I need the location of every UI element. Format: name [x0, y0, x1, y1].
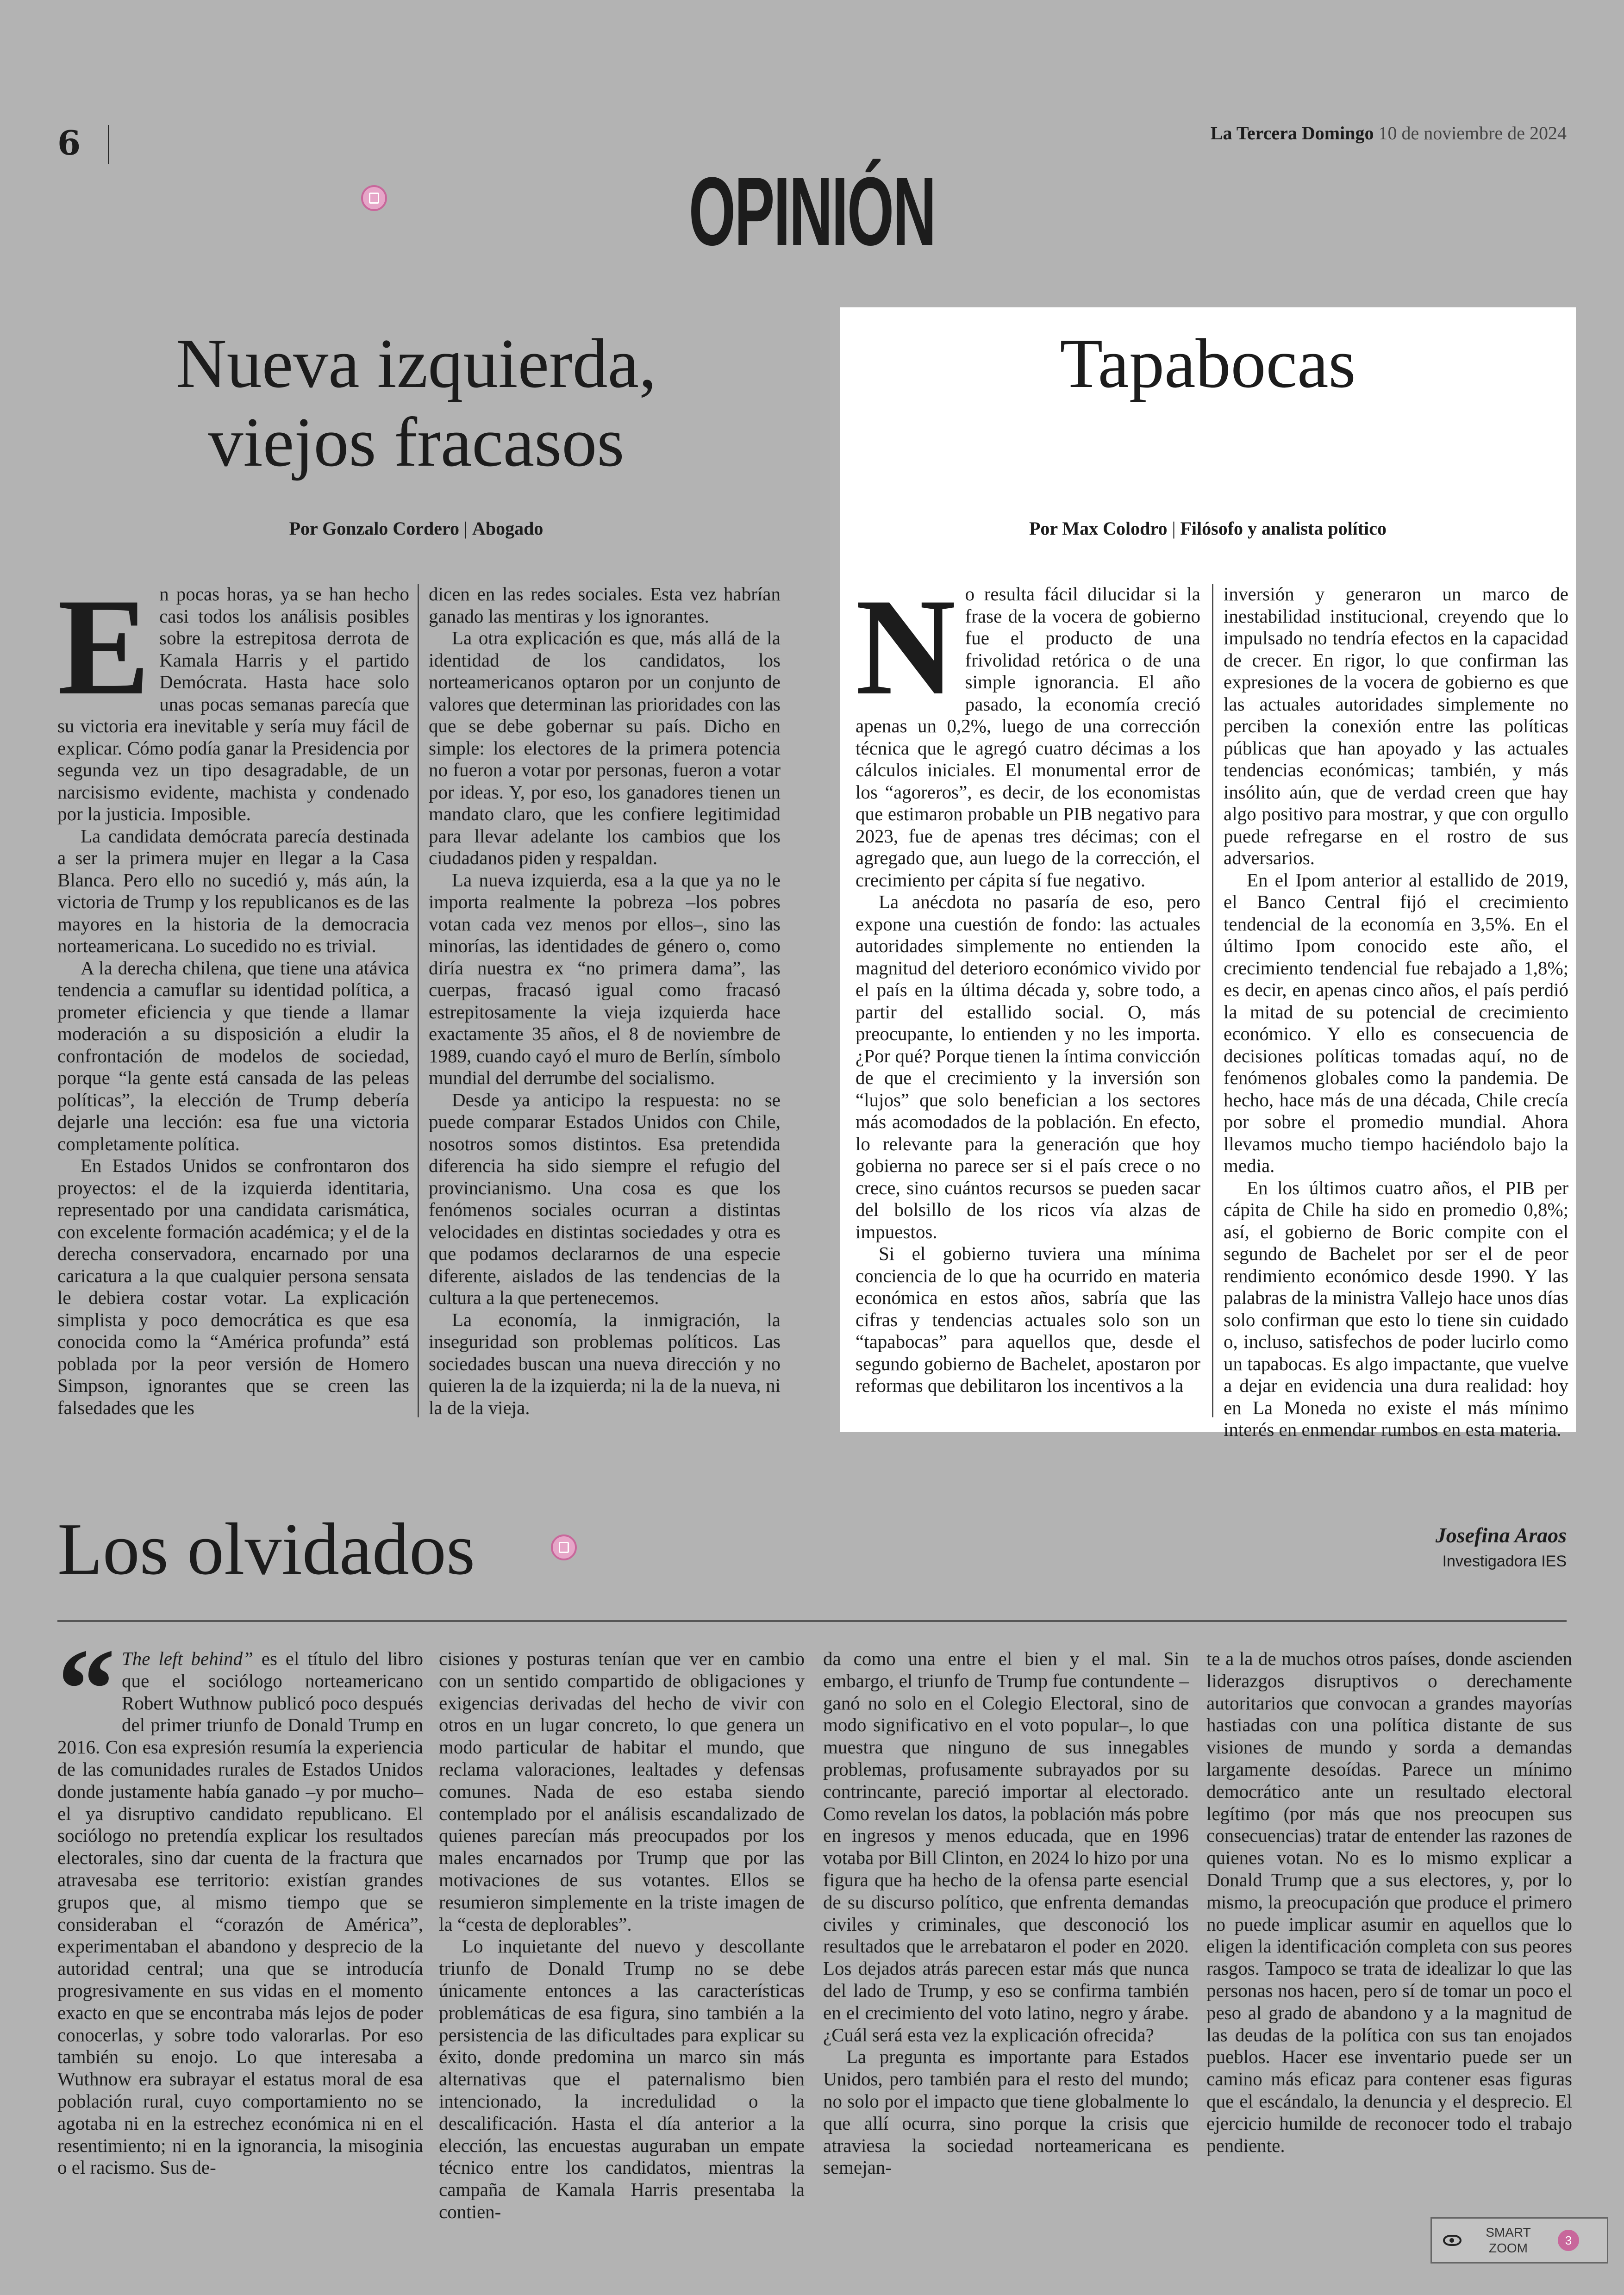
paragraph: n pocas horas, ya se han hecho casi todos los análisis posibles sobre la estrepitosa derrota de Kamala Harris y el partido Demócrata. Hasta hace solo unas pocas semanas parecía que su victoria era inevitable y sería muy fácil de explicar. Cómo podía ganar la Presidencia por segunda vez un tipo desagradable, de un narcisismo evidente, machista y condenado por la justicia. Imposible.	[57, 583, 409, 824]
paragraph: o resulta fácil dilucidar si la frase de la vocera de gobierno fue el producto de una frivolidad retórica o de una simple ignorancia. El año pasado, la economía creció apenas un 0,2%, luego de una corrección técnica que le agregó cuatro décimas a los cálculos iniciales. El monumental error de los “agoreros”, es decir, de los economistas que estimaron probable un PIB negativo para 2023, fue de apenas tres décimas; con el agregado que, aun luego de la corrección, el crecimiento per cápita sí fue negativo.	[856, 583, 1200, 891]
byline-divider: |	[1172, 518, 1181, 539]
paragraph: La nueva izquierda, esa a la que ya no le importa realmente la pobreza –los pobres votan cada vez menos por ellos–, sino las minorías, las identidades de género o, como diría nuestra ex “no primera dama”, las cuerpas, fracasó igual como fracasó estrepitosamente la vieja izquierda hace exactamente 35 años, el 8 de noviembre de 1989, cuando cayó el muro de Berlín, símbolo mundial del derrumbe del socialismo.	[429, 869, 781, 1088]
smart-zoom-label	[1483, 2225, 1534, 2256]
page-number: 6	[57, 123, 81, 162]
byline-author: Por Gonzalo Cordero	[289, 518, 459, 539]
paragraph: da como una entre el bien y el mal. Sin embargo, el triunfo de Trump fue contundente –ganó no solo en el Colegio Electoral, sino de modo significativo en el voto popular–, lo que muestra que ninguno de sus innegables problemas, profusamente subrayados por su contrincante, pareció importar al electorado. Como revelan los datos, la población más pobre en ingresos y menos educada, que en 1996 votaba por Bill Clinton, en 2024 lo hizo por una figura que ha hecho de la ofensa parte esencial de su discurso político, que enfrenta demandas civiles y criminales, que desconoció los resultados que le arrebataron el poder en 2020. Los dejados atrás parecen estar más que nunca del lado de Trump, y eso se confirma también en el crecimiento del voto latino, negro y árabe. ¿Cuál será esta vez la explicación ofrecida?	[823, 1648, 1189, 2046]
paragraph: inversión y generaron un marco de inestabilidad institucional, creyendo que lo impulsado no tendría efectos en la capacidad de crecer. En rigor, lo que confirman las expresiones de la vocera de gobierno es que las actuales autoridades simplemente no perciben la conexión entre las políticas públicas que han apoyado y las actuales tendencias económicas; también, y más insólito aún, que de verdad creen que hay algo positivo para mostrar, y que con orgullo puede refregarse en el rostro de sus adversarios.	[1224, 583, 1568, 868]
right-article-headline: Tapabocas	[1060, 324, 1356, 402]
headline-line: Nueva izquierda,	[175, 324, 657, 402]
byline-author: Por Max Colodro	[1029, 518, 1168, 539]
paragraph-text: es el título del libro que el sociólogo norteamericano Robert Wuthnow publicó poco después del primer triunfo de Donald Trump en 2016. Con esa expresión resumía la experiencia de las comunidades rurales de Estados Unidos donde justamente había ganado –y por mucho– el ya disruptivo candidato republicano. El sociólogo no pretendía explicar los resultados electorales, sino dar cuenta de la fractura que atravesaba ese territorio: existían grandes grupos que, al mismo tiempo que se consideraban el “corazón de América”, experimentaban el abandono y desprecio de la autoridad central; una que se introducía progresivamente en sus vidas en el momento exacto en que se encontraba más lejos de poder conocerlas, y sobre todo valorarlas. Por eso también su enojo. Lo que interesaba a Wuthnow era subrayar el estatus moral de esa población rural, cuyo comportamiento no se agotaba ni en la estrechez económica ni en el resentimiento; ni en la ignorancia, la misoginia o el racismo. Sus de-	[57, 1648, 423, 2178]
headline-line: viejos fracasos	[208, 403, 625, 481]
paragraph: La anécdota no pasaría de eso, pero expone una cuestión de fondo: las actuales autoridades simplemente no entienden la magnitud del deterioro económico vivido por el país en la última década y, sobre todo, a partir del estallido social. O, más preocupante, lo entienden y no les importa. ¿Por qué? Porque tienen la íntima convicción de que el crecimiento y la inversión son “lujos” que solo benefician a los sectores más acomodados de la población. En efecto, lo relevante para la generación que hoy gobierna no parece ser si el país crece o no crece, sino cuántos recursos se pueden sacar del bolsillo de los ricos vía alzas de impuestos.	[856, 891, 1200, 1242]
paragraph: La economía, la inmigración, la inseguridad son problemas políticos. Las sociedades buscan una nueva dirección y no quieren la de la izquierda; ni la de la nueva, ni la de la vieja.	[429, 1309, 781, 1418]
eye-icon	[1443, 2235, 1462, 2246]
drop-cap: E	[57, 570, 150, 723]
bottom-article-column-3	[823, 1648, 1189, 2179]
smart-zoom-label-line: ZOOM	[1489, 2241, 1528, 2255]
paragraph: dicen en las redes sociales. Esta vez habrían ganado las mentiras y los ignorantes.	[429, 583, 781, 627]
right-article-byline	[840, 518, 1576, 539]
left-article-column-2	[429, 583, 781, 1419]
publication-date: 10 de noviembre de 2024	[1378, 123, 1567, 143]
bottom-article-headline: Los olvidados	[57, 1508, 475, 1590]
drop-cap: N	[856, 570, 956, 723]
paragraph: Si el gobierno tuviera una mínima conciencia de lo que ha ocurrido en materia económica en estos años, sabría que las cifras y tendencias actuales solo son un “tapabocas” para aquellos que, desde el segundo gobierno de Bachelet, apostaron por reformas que debilitaron los incentivos a la	[856, 1243, 1200, 1396]
paragraph: cisiones y posturas tenían que ver en cambio con un sentido compartido de obligaciones y exigencias derivadas del hecho de vivir con otros en un lugar concreto, lo que genera un modo particular de habitar el mundo, que reclama valoraciones, lealtades y defensas comunes. Nada de eso estaba siendo contemplado por el análisis escandalizado de quienes parecían más preocupados por los males encarnados por Trump que por las motivaciones de sus votantes. Ellos se resumieron simplemente en la triste imagen de la “cesta de deplorables”.	[439, 1648, 805, 1935]
paragraph: A la derecha chilena, que tiene una atávica tendencia a camuflar su identidad política, a prometer eficiencia y que tiende a llamar moderación a su disposición a eludir la confrontación de modelos de sociedad, porque “la gente está cansada de las peleas políticas”, la elección de Trump debería dejarle una lección: esa fue una victoria completamente política.	[57, 957, 409, 1154]
paragraph: En el Ipom anterior al estallido de 2019, el Banco Central fijó el crecimiento tendencial de la economía en 3,5%. En el último Ipom conocido este año, el crecimiento tendencial fue rebajado a 1,8%; es decir, en apenas cinco años, el país perdió la mitad de su potencial de crecimiento económico. Y ello es consecuencia de decisiones políticas tomadas aquí, no de fenómenos globales como la pandemia. De hecho, hace más de una década, Chile crecía por sobre el promedio mundial. Ahora llevamos mucho tiempo haciéndolo bajo la media.	[1224, 869, 1568, 1176]
paragraph: La candidata demócrata parecía destinada a ser la primera mujer en llegar a la Casa Blanca. Pero ello no sucedió y, más aún, la victoria de Trump y los republicanos es de las mayores en la historia de la democracia norteamericana. Lo sucedido no es trivial.	[57, 825, 409, 956]
byline-divider: |	[463, 518, 472, 539]
paragraph: En Estados Unidos se confrontaron dos proyectos: el de la izquierda identitaria, representado por una candidata carismática, con excelente formación académica; y el de la derecha conservadora, encarnado por una caricatura a la que cualquier persona sensata le debiera costar votar. La explicación simplista y poco democrática es que esa conocida como la “América profunda” está poblada por la peor versión de Homero Simpson, ignorantes que se creen las falsedades que les	[57, 1155, 409, 1418]
smart-zoom-button[interactable]	[1430, 2217, 1608, 2264]
smart-zoom-label-line: SMART	[1486, 2225, 1531, 2239]
right-article-column-1	[856, 570, 1200, 1397]
paragraph: En los últimos cuatro años, el PIB per cápita de Chile ha sido en promedio 0,8%; así, el gobierno de Boric compite con el segundo de Bachelet por ser el de peor rendimiento económico desde 1990. Y las palabras de la ministra Vallejo hace unos días solo confirman que esto lo tiene sin cuidado o, incluso, satisfechos de poder lucirlo como un tapabocas. Es algo impactante, que vuelve a dejar en evidencia una dura realidad: hoy en La Moneda no existe el más mínimo interés en enmendar rumbos en esta materia.	[1224, 1177, 1568, 1440]
zoom-marker-icon[interactable]	[551, 1534, 577, 1560]
paragraph: te a la de muchos otros países, donde ascienden liderazgos disruptivos o derechamente autoritarios que convocan a grandes mayorías hastiadas con una política distante de sus visiones de mundo y sorda a demandas largamente desoídas. Parece un mínimo democrático ante un resultado electoral legítimo (por más que nos preocupen sus consecuencias) tratar de entender las razones de quienes votan. No es lo mismo explicar a Donald Trump que a sus electores, y, por lo mismo, la preocupación que produce el primero no puede implicar asumir en aquellos que lo eligen la identificación completa con sus peores rasgos. Tampoco se trata de idealizar lo que las personas nos hacen, pero sí de tomar un poco el peso al grado de abandono y a la magnitud de las deudas de la política con sus tan enojados pueblos. Hacer ese inventario puede ser un camino más eficaz para contener esas figuras que el escándalo, la denuncia y el desprecio. El ejercicio humilde de reconocer todo el trabajo pendiente.	[1206, 1648, 1572, 2156]
page-number-divider	[108, 125, 109, 164]
masthead	[1211, 122, 1567, 144]
bottom-article-column-2	[439, 1648, 805, 2223]
byline-role: Filósofo y analista político	[1180, 518, 1387, 539]
bottom-article-column-1	[57, 1625, 423, 2179]
paragraph: La pregunta es importante para Estados Unidos, pero también para el resto del mundo; no solo por el impacto que tiene globalmente lo que allí ocurra, sino porque la crisis que atraviesa la sociedad norteamericana es semejan-	[823, 2046, 1189, 2178]
bottom-article-rule	[57, 1620, 1567, 1622]
paragraph: Desde ya anticipo la respuesta: no se puede comparar Estados Unidos con Chile, nosotros somos distintos. Esa pretendida diferencia ha sido siempre el refugio del provincianismo. Una cosa es que los fenómenos sociales ocurran a distintas velocidades en distintas sociedades y otra es que podamos declararnos de una especie diferente, aislados de las tendencias de la cultura a la que pertenecemos.	[429, 1089, 781, 1308]
paragraph: La otra explicación es que, más allá de la identidad de los candidatos, los norteamericanos optaron por un conjunto de valores que determinan las prioridades con las que se debe gobernar su país. Dicho en simple: los electores de la primera potencia no fueron a votar por personas, fueron a votar por ideas. Y, por eso, los ganadores tienen un mandato claro, que les confiere legitimidad para llevar adelante los cambios que los ciudadanos piden y respaldan.	[429, 627, 781, 868]
column-divider	[1212, 584, 1213, 1417]
paragraph: Lo inquietante del nuevo y descollante triunfo de Donald Trump no se debe únicamente entonces a las características problemáticas de esa figura, sino también a la persistencia de las dificultades para explicar su éxito, donde predomina un marco sin más alternativas que el paternalismo bien intencionado, la incredulidad o la descalificación. Hasta el día anterior a la elección, las encuestas auguraban un empate técnico entre los candidatos, mientras la campaña de Kamala Harris presentaba la contien-	[439, 1935, 805, 2222]
publication-name: La Tercera Domingo	[1210, 123, 1374, 143]
bottom-article-author: Josefina Araos	[1435, 1523, 1567, 1547]
quote-mark-icon: “	[57, 1625, 115, 1753]
smart-zoom-count-badge: 3	[1558, 2230, 1579, 2251]
zoom-marker-icon[interactable]	[361, 185, 387, 211]
bottom-article-column-4	[1206, 1648, 1572, 2157]
left-article-headline	[57, 324, 775, 481]
left-article-column-1	[57, 570, 409, 1419]
left-article-byline	[57, 518, 775, 539]
bottom-article-role: Investigadora IES	[1442, 1553, 1567, 1570]
column-divider	[418, 584, 419, 1417]
lead-title: The left behind”	[122, 1648, 253, 1669]
right-article-column-2	[1224, 583, 1568, 1441]
byline-role: Abogado	[472, 518, 543, 539]
section-title: OPINIÓN	[688, 157, 936, 266]
